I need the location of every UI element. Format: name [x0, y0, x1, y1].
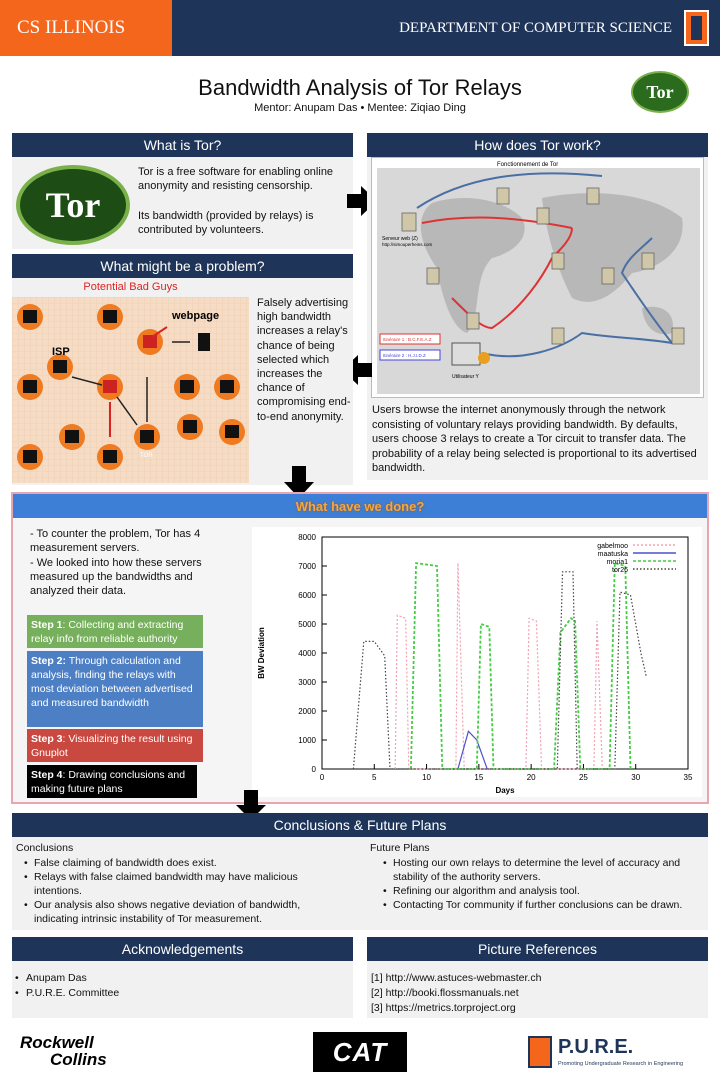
y-tick-label: 6000	[298, 591, 316, 600]
legend-label-maatuska: maatuska	[597, 551, 628, 558]
x-tick-label: 0	[319, 773, 325, 782]
step-4-box	[27, 765, 197, 798]
step-4-label: Step 4	[31, 769, 63, 781]
y-tick-label: 2000	[298, 707, 316, 716]
chart-frame	[322, 537, 688, 769]
tor-logo-large-text: Tor	[45, 185, 101, 225]
y-tick-label: 7000	[298, 562, 316, 571]
map-title: Fonctionnement de Tor	[497, 162, 559, 168]
series-line-gabelmoo	[395, 563, 602, 769]
what-is-tor-p2: Its bandwidth (provided by relays) is contributed by volunteers.	[138, 210, 314, 236]
itinerary-1: Itinéraire 1 : B.C.F.E.A.Z	[383, 337, 432, 342]
refs-header: Picture References	[367, 937, 708, 961]
pure-text: P.U.R.E.	[558, 1036, 634, 1058]
conclusion-item: • False claiming of bandwidth does exist.	[22, 856, 337, 870]
rockwell-text: Rockwell	[20, 1033, 94, 1052]
problem-desc: Falsely advertising high bandwidth increases a relay's chance of being selected which increases the chance of compromising end-to-end anonymity.	[257, 297, 351, 423]
x-tick-label: 10	[422, 773, 432, 782]
legend-label-gabelmoo: gabelmoo	[597, 543, 628, 550]
poster-subtitle: Mentor: Anupam Das • Mentee: Ziqiao Ding	[254, 102, 466, 114]
y-tick-label: 5000	[298, 620, 316, 629]
x-tick-label: 35	[683, 773, 693, 782]
y-axis-label: BW Deviation	[257, 627, 266, 679]
what-is-tor-p1: Tor is a free software for enabling online anonymity and resisting censorship.	[138, 166, 334, 192]
problem-header: What might be a problem?	[12, 254, 353, 278]
x-tick-label: 25	[578, 773, 588, 782]
future-plan-item: • Contacting Tor community if further conclusions can be drawn.	[381, 898, 706, 912]
what-is-tor-header: What is Tor?	[12, 133, 353, 157]
ack-item: P.U.R.E. Committee	[26, 987, 120, 999]
user-label: Utilisateur Y	[452, 374, 479, 380]
legend-label-tor26: tor26	[612, 567, 628, 574]
done-intro-1: - To counter the problem, Tor has 4 measurement servers.	[30, 528, 201, 554]
ack-item: Anupam Das	[26, 972, 87, 984]
how-tor-works-desc: Users browse the internet anonymously through the network consisting of voluntary relays providing bandwidth. By defaults, users choose 3 relays to create a Tor circuit to transfer data. The probability of a relay being selected is proportional to its advertised bandwidth.	[372, 404, 697, 474]
step-4-text: : Drawing conclusions and making future plans	[31, 769, 186, 795]
x-tick-label: 5	[372, 773, 377, 782]
done-header	[13, 494, 707, 518]
cat-text: CAT	[332, 1036, 388, 1067]
x-axis-label: Days	[495, 786, 515, 795]
series-line-moria1	[411, 563, 631, 769]
x-tick-label: 20	[526, 773, 536, 782]
conclusion-item: • Our analysis also shows negative deviation of bandwidth, indicating intrinsic instability of Tor measurement.	[22, 898, 337, 926]
y-tick-label: 4000	[298, 649, 316, 658]
isp-label: ISP	[52, 346, 70, 358]
x-tick-label: 15	[474, 773, 484, 782]
rockwell-collins-logo	[20, 1034, 150, 1070]
bw-deviation-chart	[252, 527, 702, 797]
how-tor-works-header: How does Tor work?	[367, 133, 708, 157]
future-plan-item: • Hosting our own relays to determine the level of accuracy and stability of the authority servers.	[381, 856, 706, 884]
ref-item: [1] http://www.astuces-webmaster.ch	[371, 972, 542, 984]
done-header-text: What have we done?	[295, 498, 425, 514]
pure-logo	[528, 1036, 552, 1068]
step-1-box	[27, 615, 203, 648]
tor-network-map	[371, 157, 704, 398]
server-label: Serveur web (Z)	[382, 236, 418, 242]
pure-tagline: Promoting Undergraduate Research in Engineering	[558, 1061, 684, 1067]
ack-header: Acknowledgements	[12, 937, 353, 961]
conclusions-title: Conclusions	[16, 842, 74, 854]
legend-label-moria1: moria1	[606, 559, 628, 566]
webpage-label: webpage	[172, 310, 220, 322]
problem-caption: Potential Bad Guys	[83, 281, 178, 293]
future-plans-title: Future Plans	[370, 842, 430, 854]
ref-item: [3] https://metrics.torproject.org	[371, 1002, 516, 1014]
poster-title: Bandwidth Analysis of Tor Relays	[198, 75, 522, 100]
y-tick-label: 3000	[298, 678, 316, 687]
conclusions-list	[22, 856, 337, 926]
conclusions-header: Conclusions & Future Plans	[12, 813, 708, 837]
tor-logo-large	[16, 165, 130, 245]
step-2-box	[27, 651, 203, 727]
department-label: DEPARTMENT OF COMPUTER SCIENCE	[399, 19, 672, 36]
step-3-text: : Visualizing the result using Gnuplot	[31, 733, 193, 759]
y-tick-label: 8000	[298, 533, 316, 542]
series-line-tor26	[353, 572, 646, 769]
itinerary-2: Itinéraire 2 : H.J.I.D.Z	[383, 353, 426, 358]
x-tick-label: 30	[631, 773, 641, 782]
cat-logo	[313, 1032, 407, 1072]
ack-bullet: •	[15, 972, 19, 984]
collins-text: Collins	[50, 1050, 107, 1069]
step-1-label: Step 1	[31, 619, 63, 631]
ref-item: [2] http://booki.flossmanuals.net	[371, 987, 519, 999]
step-3-label: Step 3	[31, 733, 63, 745]
conclusion-item: • Relays with false claimed bandwidth may have malicious intentions.	[22, 870, 337, 898]
illinois-block-i-logo	[684, 10, 709, 46]
step-2-text: Through calculation and analysis, finding the relays with most deviation between advertised and measured bandwidth	[31, 655, 193, 709]
ack-bullet: •	[15, 987, 19, 999]
step-3-box	[27, 729, 203, 762]
y-tick-label: 1000	[298, 736, 316, 745]
tor-logo-small-text: Tor	[646, 81, 674, 102]
series-line-maatuska	[458, 731, 487, 769]
y-tick-label: 0	[311, 765, 316, 774]
done-intro-2: - We looked into how these servers measured up the bandwidths and analyzed their data.	[30, 557, 202, 597]
step-2-label: Step 2:	[31, 655, 67, 667]
tor-node-label: TOR	[140, 453, 153, 459]
step-1-text: : Collecting and extracting relay info from reliable authority	[31, 619, 184, 645]
future-plan-item: • Refining our algorithm and analysis tool.	[381, 884, 706, 898]
cs-illinois-label: CS ILLINOIS	[0, 0, 172, 56]
server-url: http://simouperheins.com	[382, 242, 433, 247]
future-plans-list	[381, 856, 706, 912]
bad-guys-diagram	[12, 297, 249, 483]
tor-logo-small	[631, 71, 689, 113]
